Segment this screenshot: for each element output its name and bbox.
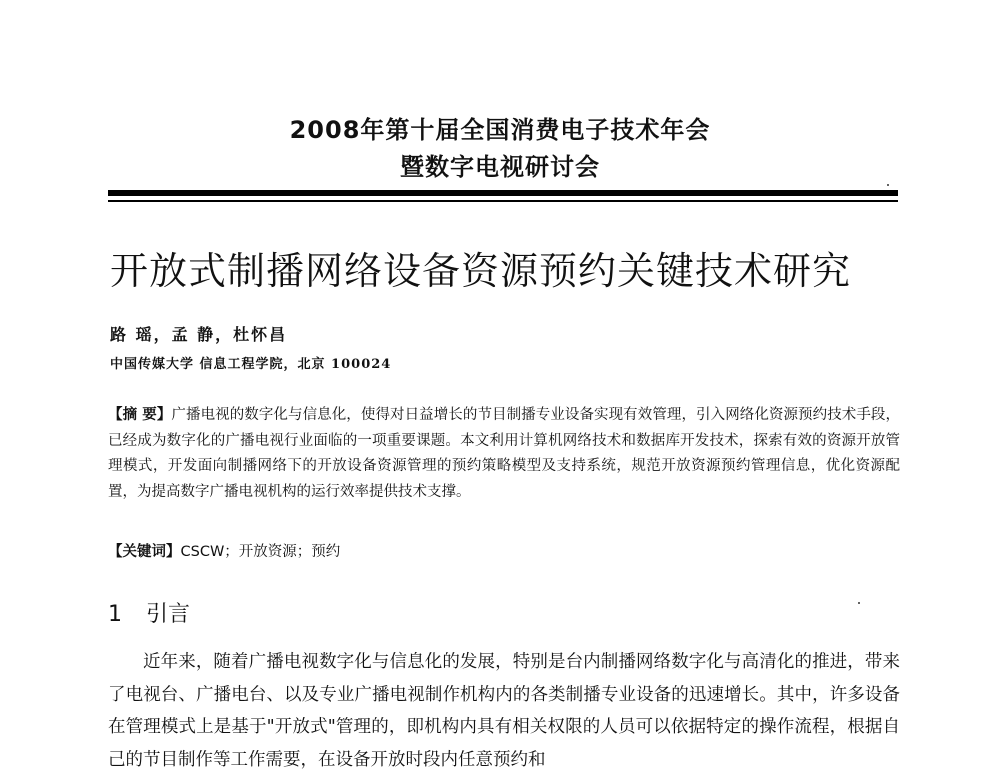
keywords bbox=[108, 540, 340, 564]
scan-speck bbox=[887, 184, 889, 186]
abstract-text: 广播电视的数字化与信息化，使得对日益增长的节目制播专业设备实现有效管理，引入网络化资源预约技术手段，已经成为数字化的广播电视行业面临的一项重要课题。本文利用计算机网络技术和数据库开发技术，探索有效的资源开放管理模式，开发面向制播网络下的开放设备资源管理的预约策略模型及支持系统，规范开放资源预约管理信息，优化资源配置，为提高数字广播电视机构的运行效率提供技术支撑。 bbox=[108, 407, 900, 500]
scan-speck bbox=[858, 602, 860, 604]
conference-title-line2: 暨数字电视研讨会 bbox=[400, 153, 600, 181]
conference-header bbox=[0, 112, 1000, 186]
authors: 路 瑶，孟 静，杜怀昌 bbox=[110, 325, 288, 344]
paper-title: 开放式制播网络设备资源预约关键技术研究 bbox=[110, 249, 852, 293]
keywords-text: CSCW；开放资源；预约 bbox=[180, 544, 341, 560]
affiliation: 中国传媒大学 信息工程学院，北京 100024 bbox=[110, 357, 392, 372]
section-number: 1 bbox=[108, 602, 122, 627]
keywords-label: 【关键词】 bbox=[108, 544, 181, 560]
section-heading bbox=[108, 598, 190, 632]
header-rule-thin bbox=[108, 200, 898, 202]
section-body-paragraph: 近年来，随着广播电视数字化与信息化的发展，特别是台内制播网络数字化与高清化的推进，带来了电视台、广播电台、以及专业广播电视制作机构内的各类制播专业设备的迅速增长。其中，许多设备在管理模式上是基于"开放式"管理的，即机构内具有相关权限的人员可以依据特定的操作流程，根据自己的节目制作等工作需要，在设备开放时段内任意预约和 bbox=[108, 652, 900, 770]
header-rule-thick bbox=[108, 190, 898, 196]
abstract-label: 【摘 要】 bbox=[108, 407, 172, 423]
abstract bbox=[108, 403, 900, 505]
conference-title-line1: 2008年第十届全国消费电子技术年会 bbox=[289, 116, 711, 144]
section-title: 引言 bbox=[146, 602, 191, 627]
